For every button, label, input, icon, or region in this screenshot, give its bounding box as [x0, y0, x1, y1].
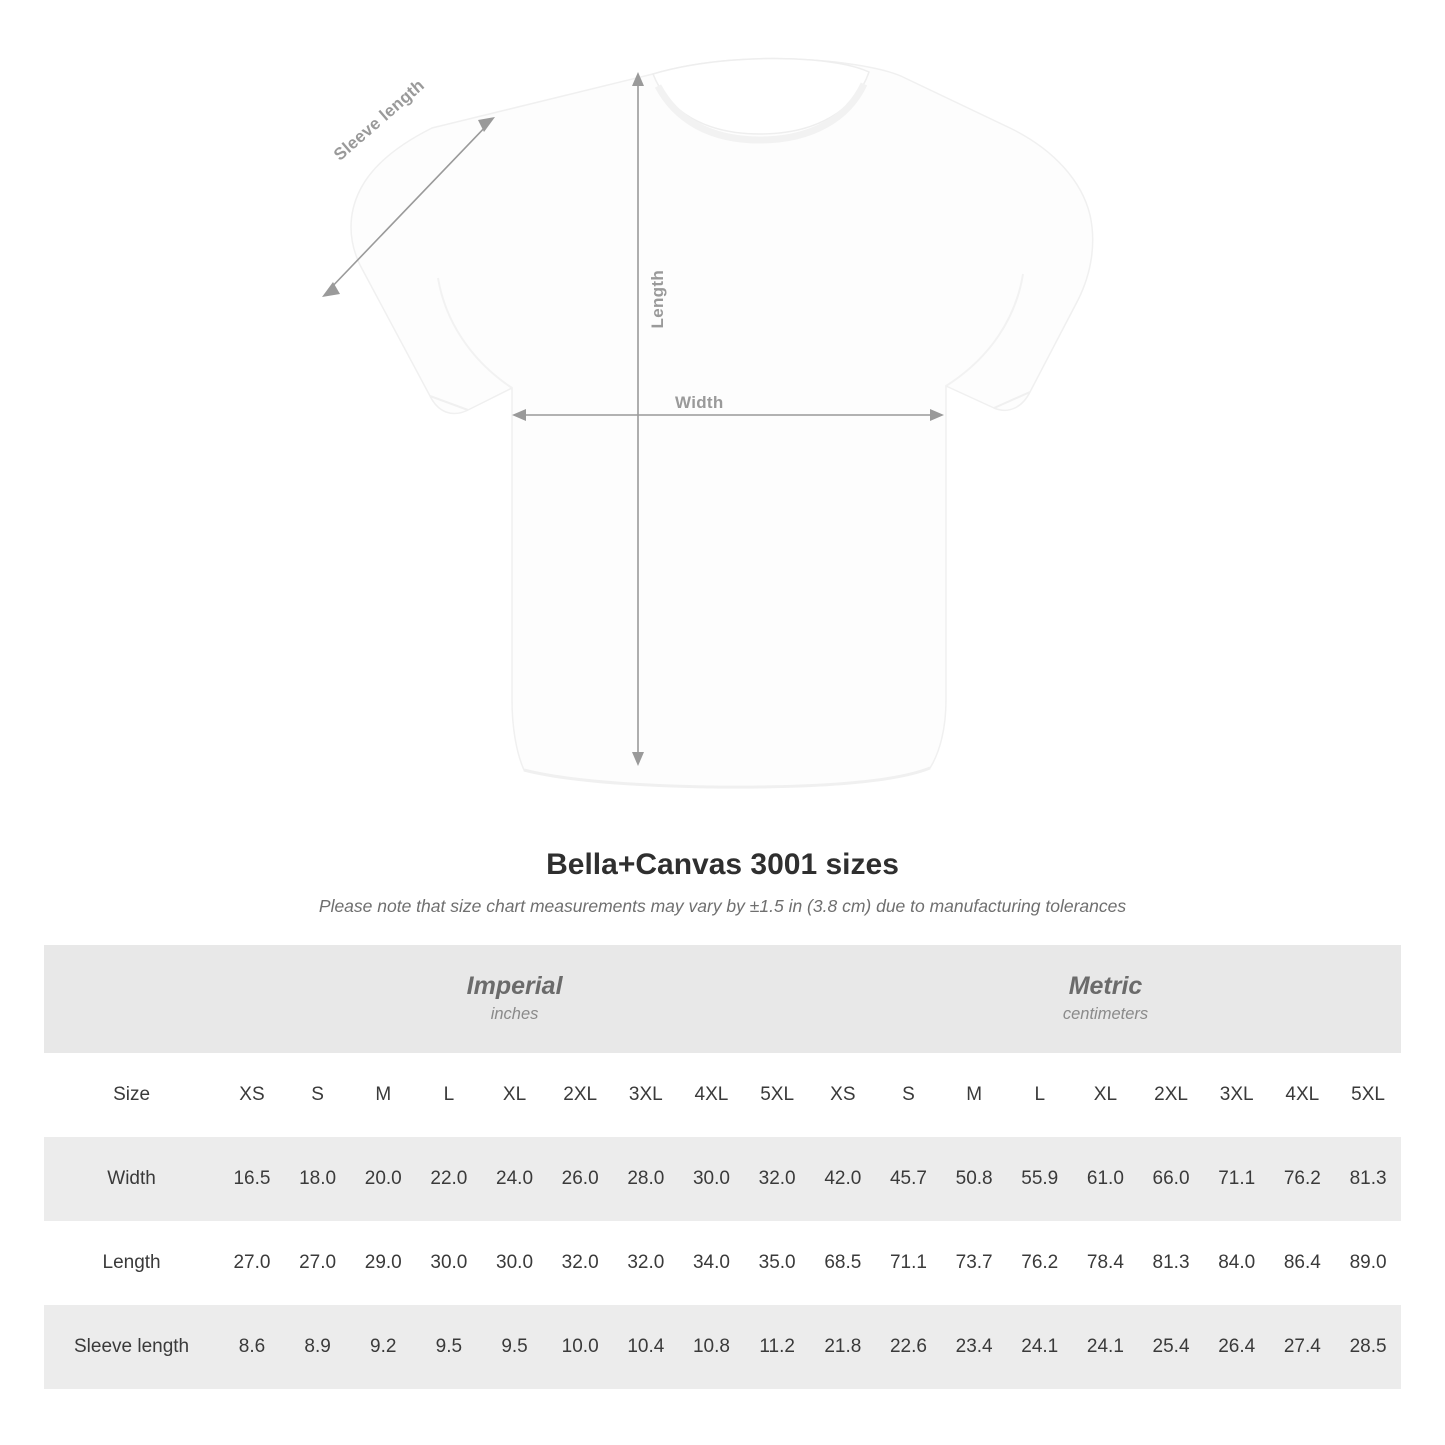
tolerance-note: Please note that size chart measurements may vary by ±1.5 in (3.8 cm) due to manufacturing tolerances: [318, 896, 1127, 916]
cell-length-imperial-5xl: 35.0: [744, 1221, 810, 1305]
cell-length-metric-2xl: 81.3: [1138, 1221, 1204, 1305]
unit-sub-imperial: inches: [490, 1005, 539, 1024]
cell-width-metric-xs: 42.0: [810, 1137, 876, 1221]
unit-header-spacer: [44, 945, 219, 1053]
cell-sleeve-imperial-s: 8.9: [285, 1305, 351, 1389]
cell-sleeve-imperial-m: 9.2: [350, 1305, 416, 1389]
cell-width-metric-2xl: 66.0: [1138, 1137, 1204, 1221]
width-dimension-label: Width: [675, 393, 724, 412]
size-header-imperial-3xl: 3XL: [613, 1053, 679, 1137]
cell-length-imperial-xl: 30.0: [482, 1221, 548, 1305]
page-title: Bella+Canvas 3001 sizes: [546, 848, 899, 881]
cell-width-imperial-5xl: 32.0: [744, 1137, 810, 1221]
size-header-imperial-s: S: [285, 1053, 351, 1137]
cell-width-imperial-3xl: 28.0: [613, 1137, 679, 1221]
cell-width-imperial-4xl: 30.0: [679, 1137, 745, 1221]
unit-header-metric: [810, 945, 1401, 1053]
cell-length-metric-m: 73.7: [941, 1221, 1007, 1305]
size-header-imperial-xl: XL: [482, 1053, 548, 1137]
cell-width-metric-4xl: 76.2: [1270, 1137, 1336, 1221]
cell-length-metric-s: 71.1: [876, 1221, 942, 1305]
cell-sleeve-imperial-3xl: 10.4: [613, 1305, 679, 1389]
cell-length-metric-xs: 68.5: [810, 1221, 876, 1305]
unit-header-row: [44, 945, 1401, 1053]
cell-width-metric-s: 45.7: [876, 1137, 942, 1221]
cell-length-metric-xl: 78.4: [1073, 1221, 1139, 1305]
title-block: [0, 848, 1445, 917]
cell-sleeve-metric-s: 22.6: [876, 1305, 942, 1389]
cell-width-metric-3xl: 71.1: [1204, 1137, 1270, 1221]
cell-sleeve-imperial-xs: 8.6: [219, 1305, 285, 1389]
sleeve-length-dimension-label: Sleeve length: [330, 75, 429, 165]
cell-width-metric-m: 50.8: [941, 1137, 1007, 1221]
cell-sleeve-metric-4xl: 27.4: [1270, 1305, 1336, 1389]
cell-width-imperial-l: 22.0: [416, 1137, 482, 1221]
cell-sleeve-metric-xs: 21.8: [810, 1305, 876, 1389]
cell-sleeve-metric-3xl: 26.4: [1204, 1305, 1270, 1389]
cell-width-metric-xl: 61.0: [1073, 1137, 1139, 1221]
cell-sleeve-metric-5xl: 28.5: [1335, 1305, 1401, 1389]
unit-name-imperial: Imperial: [466, 972, 563, 1000]
cell-length-imperial-xs: 27.0: [219, 1221, 285, 1305]
size-chart-table: [44, 945, 1401, 1389]
unit-sub-metric: centimeters: [1062, 1005, 1149, 1024]
cell-width-imperial-xs: 16.5: [219, 1137, 285, 1221]
size-header-metric-xs: XS: [810, 1053, 876, 1137]
unit-header-imperial: [219, 945, 810, 1053]
size-header-metric-3xl: 3XL: [1204, 1053, 1270, 1137]
cell-length-metric-3xl: 84.0: [1204, 1221, 1270, 1305]
cell-width-imperial-m: 20.0: [350, 1137, 416, 1221]
cell-sleeve-imperial-2xl: 10.0: [547, 1305, 613, 1389]
cell-width-imperial-2xl: 26.0: [547, 1137, 613, 1221]
cell-length-metric-5xl: 89.0: [1335, 1221, 1401, 1305]
size-header-metric-4xl: 4XL: [1270, 1053, 1336, 1137]
size-header-row: [44, 1053, 1401, 1137]
size-header-label: Size: [44, 1053, 219, 1137]
unit-name-metric: Metric: [1068, 972, 1143, 1000]
cell-width-imperial-s: 18.0: [285, 1137, 351, 1221]
cell-length-metric-l: 76.2: [1007, 1221, 1073, 1305]
cell-width-metric-l: 55.9: [1007, 1137, 1073, 1221]
cell-length-imperial-m: 29.0: [350, 1221, 416, 1305]
cell-sleeve-metric-xl: 24.1: [1073, 1305, 1139, 1389]
length-dimension-label: Length: [648, 270, 667, 329]
size-header-imperial-4xl: 4XL: [679, 1053, 745, 1137]
row-label-length: Length: [44, 1221, 219, 1305]
size-header-metric-xl: XL: [1073, 1053, 1139, 1137]
size-header-metric-2xl: 2XL: [1138, 1053, 1204, 1137]
row-label-sleeve-length: Sleeve length: [44, 1305, 219, 1389]
size-header-imperial-xs: XS: [219, 1053, 285, 1137]
cell-length-imperial-4xl: 34.0: [679, 1221, 745, 1305]
size-chart-table-wrapper: [44, 945, 1401, 1389]
tshirt-shape: [351, 59, 1093, 788]
cell-width-metric-5xl: 81.3: [1335, 1137, 1401, 1221]
cell-sleeve-metric-m: 23.4: [941, 1305, 1007, 1389]
row-label-width: Width: [44, 1137, 219, 1221]
size-header-metric-5xl: 5XL: [1335, 1053, 1401, 1137]
table-row-sleeve-length: [44, 1305, 1401, 1389]
cell-sleeve-metric-2xl: 25.4: [1138, 1305, 1204, 1389]
size-header-imperial-2xl: 2XL: [547, 1053, 613, 1137]
table-row-width: [44, 1137, 1401, 1221]
cell-sleeve-imperial-4xl: 10.8: [679, 1305, 745, 1389]
size-header-metric-s: S: [876, 1053, 942, 1137]
cell-length-imperial-l: 30.0: [416, 1221, 482, 1305]
cell-length-metric-4xl: 86.4: [1270, 1221, 1336, 1305]
cell-sleeve-imperial-5xl: 11.2: [744, 1305, 810, 1389]
size-header-imperial-m: M: [350, 1053, 416, 1137]
size-header-imperial-5xl: 5XL: [744, 1053, 810, 1137]
cell-length-imperial-3xl: 32.0: [613, 1221, 679, 1305]
table-row-length: [44, 1221, 1401, 1305]
size-header-imperial-l: L: [416, 1053, 482, 1137]
cell-width-imperial-xl: 24.0: [482, 1137, 548, 1221]
size-header-metric-m: M: [941, 1053, 1007, 1137]
cell-sleeve-imperial-xl: 9.5: [482, 1305, 548, 1389]
cell-sleeve-metric-l: 24.1: [1007, 1305, 1073, 1389]
cell-sleeve-imperial-l: 9.5: [416, 1305, 482, 1389]
cell-length-imperial-2xl: 32.0: [547, 1221, 613, 1305]
size-header-metric-l: L: [1007, 1053, 1073, 1137]
cell-length-imperial-s: 27.0: [285, 1221, 351, 1305]
